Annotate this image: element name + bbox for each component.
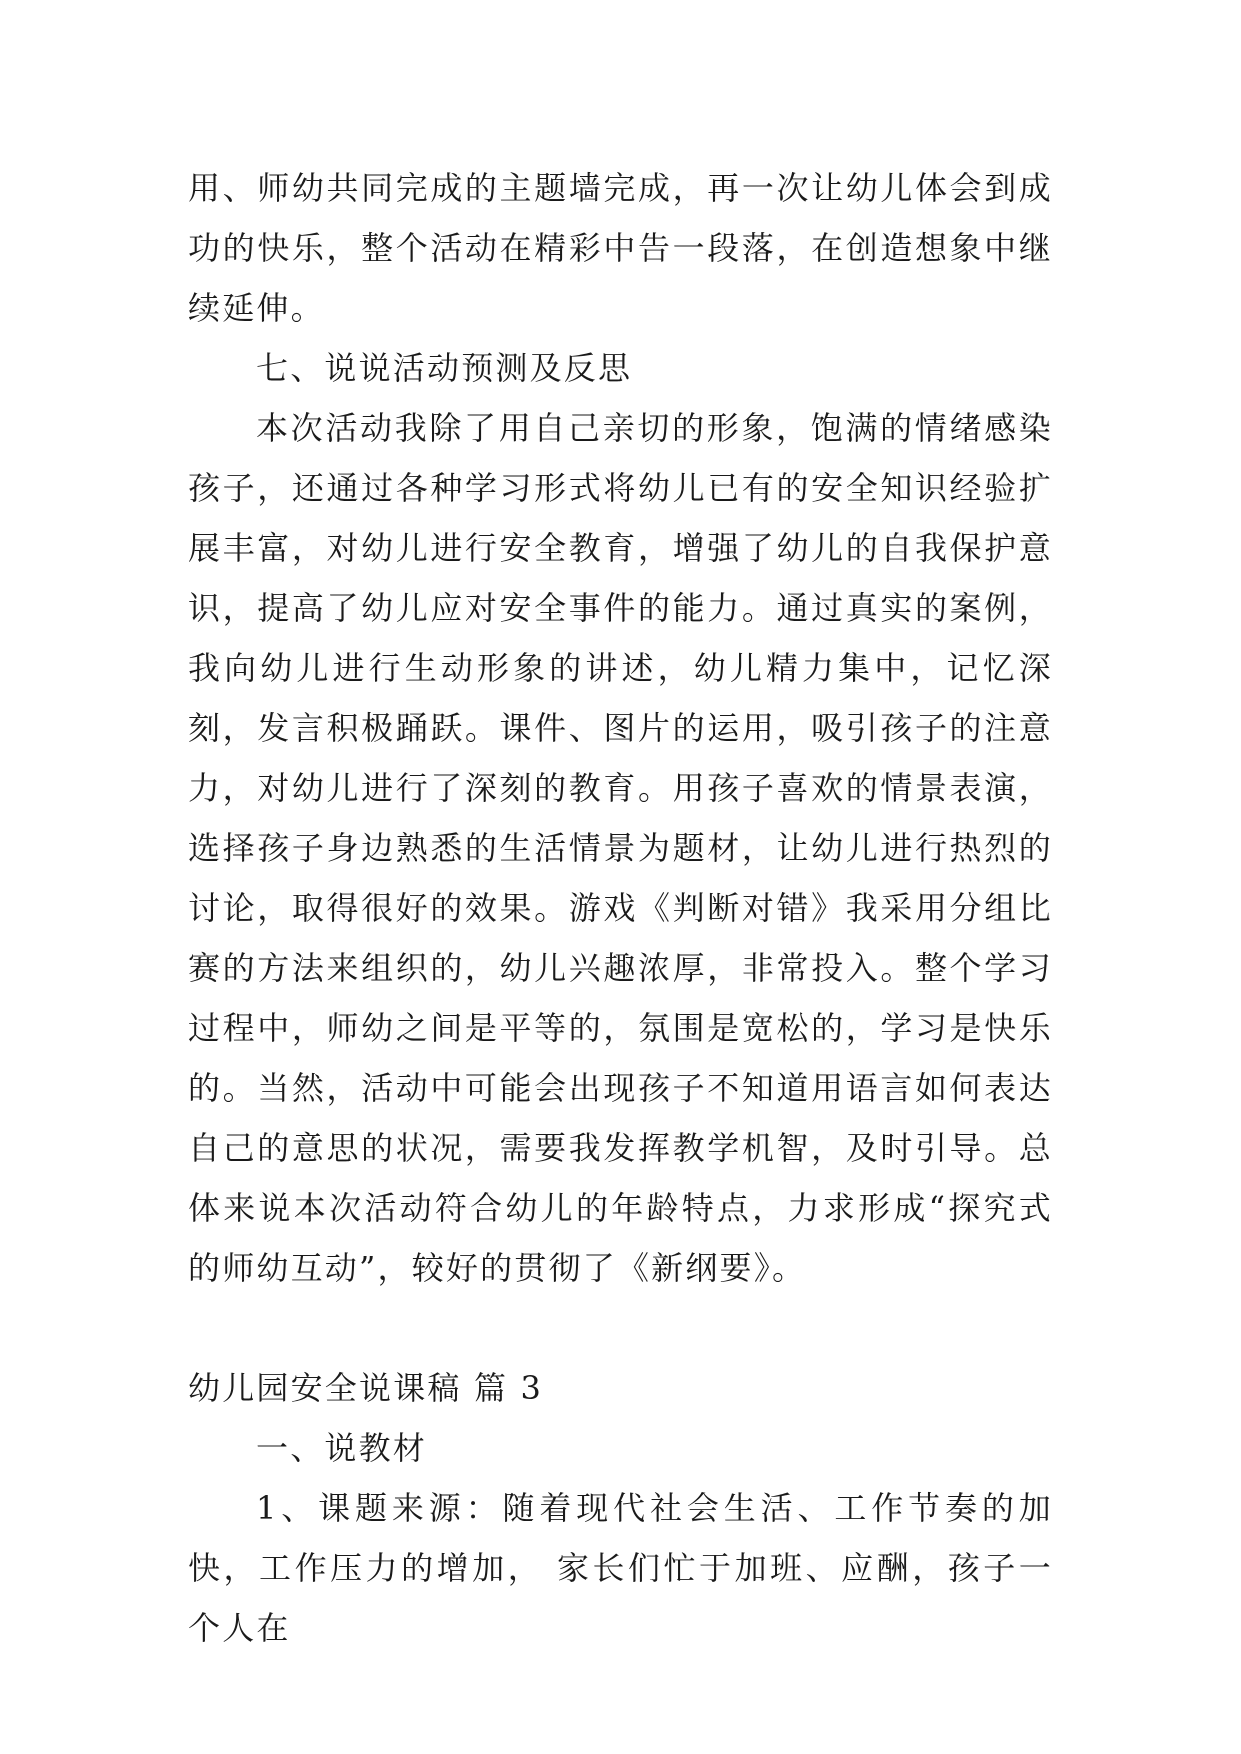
section-title: 幼儿园安全说课稿 篇 3 bbox=[188, 1369, 544, 1407]
heading-reflection: 七、说说活动预测及反思 bbox=[256, 349, 633, 387]
paragraph-reflection: 本次活动我除了用自己亲切的形象，饱满的情绪感染孩子，还通过各种学习形式将幼儿已有的安全知识经验扩展丰富，对幼儿进行安全教育，增强了幼儿的自我保护意识，提高了幼儿应对安全事件的能力。通过真实的案例，我向幼儿进行生动形象的讲述，幼儿精力集中，记忆深刻，发言积极踊跃。课件、图片的运用，吸引孩子的注意力，对幼儿进行了深刻的教育。用孩子喜欢的情景表演，选择孩子身边熟悉的生活情景为题材，让幼儿进行热烈的讨论，取得很好的效果。游戏《判断对错》我采用分组比赛的方法来组织的，幼儿兴趣浓厚，非常投入。整个学习过程中，师幼之间是平等的，氛围是宽松的，学习是快乐的。当然，活动中可能会出现孩子不知道用语言如何表达自己的意思的状况，需要我发挥教学机智，及时引导。总体来说本次活动符合幼儿的年龄特点，力求形成“探究式的师幼互动”，较好的贯彻了《新纲要》。 bbox=[188, 409, 1053, 1287]
paragraph-continuation: 用、师幼共同完成的主题墙完成，再一次让幼儿体会到成功的快乐，整个活动在精彩中告一段落，在创造想象中继续延伸。 bbox=[188, 169, 1053, 327]
document-body bbox=[188, 158, 1053, 1658]
heading-textbook: 一、说教材 bbox=[256, 1429, 428, 1467]
paragraph-topic-source: 1、课题来源：随着现代社会生活、工作节奏的加快，工作压力的增加， 家长们忙于加班、应酬，孩子一个人在 bbox=[188, 1489, 1053, 1647]
